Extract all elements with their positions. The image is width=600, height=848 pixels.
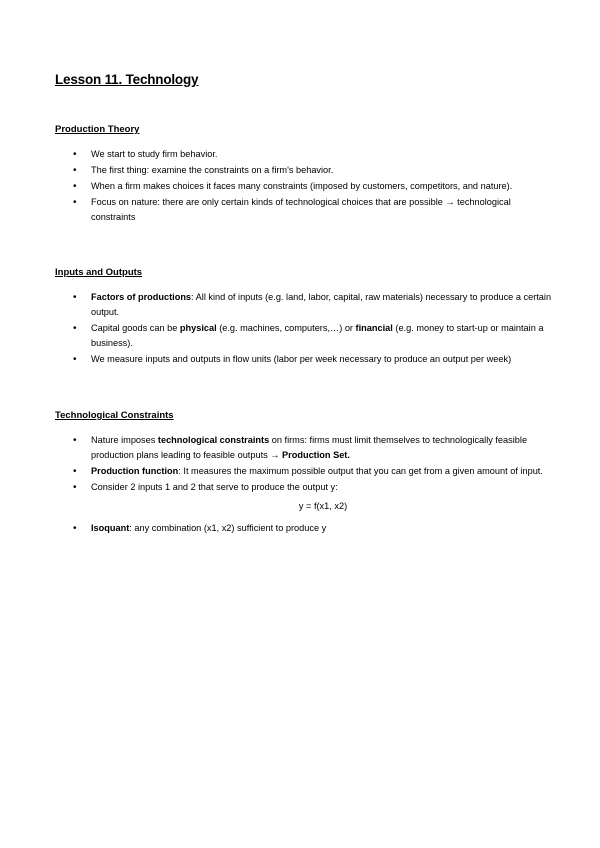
term-production-set: Production Set. bbox=[282, 450, 350, 460]
bullet-list bbox=[55, 290, 555, 367]
list-item bbox=[55, 321, 555, 351]
section-heading: Inputs and Outputs bbox=[55, 267, 143, 278]
section-heading: Production Theory bbox=[55, 124, 140, 135]
list-item bbox=[55, 521, 555, 536]
section-technological-constraints bbox=[55, 410, 555, 537]
section-inputs-outputs bbox=[55, 267, 555, 368]
item-text: Capital goods can be bbox=[91, 323, 180, 333]
item-text: (e.g. machines, computers,…) or bbox=[216, 323, 356, 333]
bullet-list bbox=[55, 521, 555, 536]
list-item: • Consider 2 inputs 1 and 2 that serve to produce the output y: bbox=[55, 480, 555, 495]
item-text: Nature imposes bbox=[91, 435, 158, 445]
term-financial: financial bbox=[355, 323, 393, 333]
list-item: • We measure inputs and outputs in flow units (labor per week necessary to produce an output per week) bbox=[55, 352, 555, 367]
bullet-list bbox=[55, 433, 555, 495]
page-title: Lesson 11. Technology bbox=[55, 72, 199, 87]
item-text: (e.g. money to start-up or maintain a business). bbox=[91, 323, 544, 348]
bullet-list bbox=[55, 147, 555, 225]
list-item bbox=[55, 464, 555, 479]
term-factors-of-productions: Factors of productions bbox=[91, 292, 192, 302]
term-technological-constraints: technological constraints bbox=[157, 435, 270, 445]
term-production-function: Production function bbox=[91, 466, 179, 476]
list-item bbox=[55, 433, 555, 463]
item-text: on firms: firms must limit themselves to technologically feasible production plans leading to feasible outputs → bbox=[91, 435, 528, 460]
item-text: : It measures the maximum possible output that you can get from a given amount of input. bbox=[178, 466, 543, 476]
list-item: • Focus on nature: there are only certain kinds of technological choices that are possible → technological constraints bbox=[55, 195, 555, 225]
list-item: • When a firm makes choices it faces many constraints (imposed by customers, competitors, and nature). bbox=[55, 179, 555, 194]
list-item: • We start to study firm behavior. bbox=[55, 147, 555, 162]
list-item bbox=[55, 290, 555, 320]
list-item: • The first thing: examine the constraints on a firm's behavior. bbox=[55, 163, 555, 178]
item-text: : All kind of inputs (e.g. land, labor, capital, raw materials) necessary to produce a certain output. bbox=[91, 292, 552, 317]
production-function-formula: y = f(x1, x2) bbox=[298, 501, 348, 511]
item-text: : any combination (x1, x2) sufficient to produce y bbox=[129, 523, 327, 533]
section-production-theory bbox=[55, 124, 555, 226]
term-physical: physical bbox=[179, 323, 217, 333]
section-heading: Technological Constraints bbox=[55, 410, 174, 421]
term-isoquant: Isoquant bbox=[91, 523, 130, 533]
